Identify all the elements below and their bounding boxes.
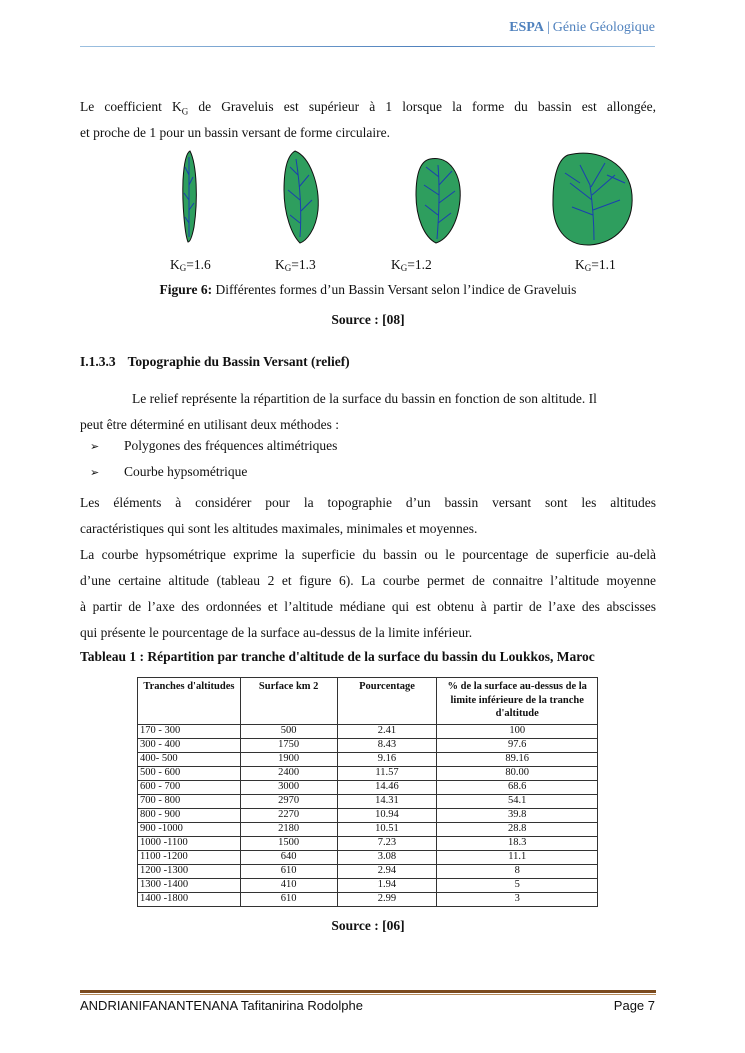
table-cell: 1.94 — [337, 878, 437, 892]
table-cell: 80.00 — [437, 766, 598, 780]
table-cell: 89.16 — [437, 752, 598, 766]
table-row — [138, 766, 598, 780]
bullet-text: Courbe hypsométrique — [124, 464, 248, 479]
table-cell: 14.31 — [337, 794, 437, 808]
table-cell: 11.57 — [337, 766, 437, 780]
figure-caption — [80, 282, 656, 298]
table-row — [138, 724, 598, 738]
intro-line-2: et proche de 1 pour un bassin versant de forme circulaire. — [80, 125, 391, 140]
basin-shape-wide-leaf — [416, 158, 460, 243]
table-cell: 1000 -1100 — [138, 836, 241, 850]
header-rule — [80, 46, 655, 47]
table-row — [138, 808, 598, 822]
kg-label-4: $K_G=1.1$ — [575, 257, 616, 273]
kg-label-1: $K_G=1.6$ — [170, 257, 211, 273]
table-cell: 28.8 — [437, 822, 598, 836]
para2-line-1: Les éléments à considérer pour la topographie d’un bassin versant sont les altitudes — [80, 495, 656, 510]
table-cell: 97.6 — [437, 738, 598, 752]
table-cell: 500 — [240, 724, 337, 738]
table-cell: 8 — [437, 864, 598, 878]
para2-line-2: caractéristiques qui sont les altitudes maximales, minimales et moyennes. — [80, 521, 478, 536]
table-row — [138, 836, 598, 850]
table-cell: 2.41 — [337, 724, 437, 738]
table-cell: 1200 -1300 — [138, 864, 241, 878]
footer-page-number: Page 7 — [613, 998, 655, 1013]
table-row — [138, 822, 598, 836]
table-cell: 900 -1000 — [138, 822, 241, 836]
table-cell: 610 — [240, 864, 337, 878]
table-row — [138, 864, 598, 878]
table-cell: 1400 -1800 — [138, 892, 241, 906]
section-heading — [80, 354, 350, 370]
footer-rule-thin — [80, 994, 656, 995]
header-separator: | — [546, 20, 550, 35]
para1-line-2: peut être déterminé en utilisant deux méthodes : — [80, 417, 340, 432]
table-cell: 5 — [437, 878, 598, 892]
basin-shape-circular — [553, 153, 632, 245]
basin-shape-leaf — [284, 151, 318, 243]
table-cell: 410 — [240, 878, 337, 892]
list-item — [90, 464, 247, 480]
basin-shape-elongated — [183, 151, 197, 242]
table-cell: 2970 — [240, 794, 337, 808]
col-header-pourcentage: Pourcentage — [337, 678, 437, 725]
table-cell: 2180 — [240, 822, 337, 836]
figure-source: Source : [08] — [331, 312, 405, 327]
table-cell: 800 - 900 — [138, 808, 241, 822]
table-cell: 1750 — [240, 738, 337, 752]
table-row — [138, 794, 598, 808]
header-dept: Génie Géologique — [552, 20, 655, 35]
col-header-surface-above: % de la surface au-dessus de la limite inférieure de la tranche d'altitude — [437, 678, 598, 725]
table-cell: 610 — [240, 892, 337, 906]
table-cell: 54.1 — [437, 794, 598, 808]
table-cell: 9.16 — [337, 752, 437, 766]
bullet-text: Polygones des fréquences altimétriques — [124, 438, 338, 453]
footer-author: ANDRIANIFANANTENANA Tafitanirina Rodolphe — [80, 998, 363, 1013]
table-cell: 3.08 — [337, 850, 437, 864]
table-cell: 400- 500 — [138, 752, 241, 766]
table-cell: 2400 — [240, 766, 337, 780]
arrow-bullet-icon: ➢ — [90, 441, 100, 453]
table-row — [138, 780, 598, 794]
table-title: Tableau 1 : Répartition par tranche d'altitude de la surface du bassin du Loukkos, Maroc — [80, 649, 595, 664]
table-cell: 68.6 — [437, 780, 598, 794]
para3-line-3: à partir de l’axe des ordonnées et l’altitude médiane qui est obtenu à partir de l’axe des abscisses — [80, 599, 656, 614]
table-cell: 1900 — [240, 752, 337, 766]
basin-shapes-figure — [160, 145, 640, 250]
table-cell: 14.46 — [337, 780, 437, 794]
table-cell: 18.3 — [437, 836, 598, 850]
col-header-tranches: Tranches d'altitudes — [138, 678, 241, 725]
para3-line-2: d’une certaine altitude (tableau 2 et figure 6). La courbe permet de connaitre l’altitude moyenne — [80, 573, 656, 588]
table-cell: 1300 -1400 — [138, 878, 241, 892]
para1-line-1: Le relief représente la répartition de la surface du bassin en fonction de son altitude. Il — [132, 391, 597, 406]
section-title: Topographie du Bassin Versant (relief) — [127, 354, 350, 369]
arrow-bullet-icon: ➢ — [90, 467, 100, 479]
intro-text-rest: de Graveluis est supérieur à 1 lorsque la forme du bassin est allongée, — [198, 99, 657, 114]
table-cell: 600 - 700 — [138, 780, 241, 794]
table-cell: 39.8 — [437, 808, 598, 822]
table-row — [138, 752, 598, 766]
table-cell: 700 - 800 — [138, 794, 241, 808]
header-org: ESPA — [509, 20, 544, 35]
altitude-table — [137, 677, 598, 907]
col-header-surface: Surface km 2 — [240, 678, 337, 725]
footer-rule — [80, 990, 656, 993]
table-cell: 1500 — [240, 836, 337, 850]
table-cell: 3000 — [240, 780, 337, 794]
para3-line-4: qui présente le pourcentage de la surface au-dessus de la limite inférieur. — [80, 625, 473, 640]
table-cell: 10.94 — [337, 808, 437, 822]
table-cell: 500 - 600 — [138, 766, 241, 780]
table-source: Source : [06] — [331, 918, 405, 933]
table-row — [138, 892, 598, 906]
table-cell: 8.43 — [337, 738, 437, 752]
table-row — [138, 878, 598, 892]
section-number: I.1.3.3 — [80, 354, 116, 369]
table-header-row — [138, 678, 598, 725]
table-row — [138, 850, 598, 864]
table-cell: 1100 -1200 — [138, 850, 241, 864]
figure-caption-label: Figure 6: — [159, 282, 213, 297]
table-cell: 7.23 — [337, 836, 437, 850]
table-cell: 2.94 — [337, 864, 437, 878]
page-header — [509, 20, 655, 36]
intro-k-sub: G — [181, 106, 189, 117]
table-cell: 10.51 — [337, 822, 437, 836]
para3-line-1: La courbe hypsométrique exprime la superficie du bassin ou le pourcentage de superficie au-delà — [80, 547, 656, 562]
table-cell: 640 — [240, 850, 337, 864]
table-cell: 11.1 — [437, 850, 598, 864]
table-cell: 3 — [437, 892, 598, 906]
table-cell: 100 — [437, 724, 598, 738]
table-cell: 2270 — [240, 808, 337, 822]
list-item — [90, 438, 337, 454]
kg-label-3: $K_G=1.2$ — [391, 257, 432, 273]
table-row — [138, 738, 598, 752]
figure-caption-text: Différentes formes d’un Bassin Versant selon l’indice de Graveluis — [215, 282, 577, 297]
intro-text-k: Le coefficient K — [80, 99, 182, 114]
table-cell: 2.99 — [337, 892, 437, 906]
table-cell: 300 - 400 — [138, 738, 241, 752]
kg-label-2: $K_G=1.3$ — [275, 257, 316, 273]
table-cell: 170 - 300 — [138, 724, 241, 738]
